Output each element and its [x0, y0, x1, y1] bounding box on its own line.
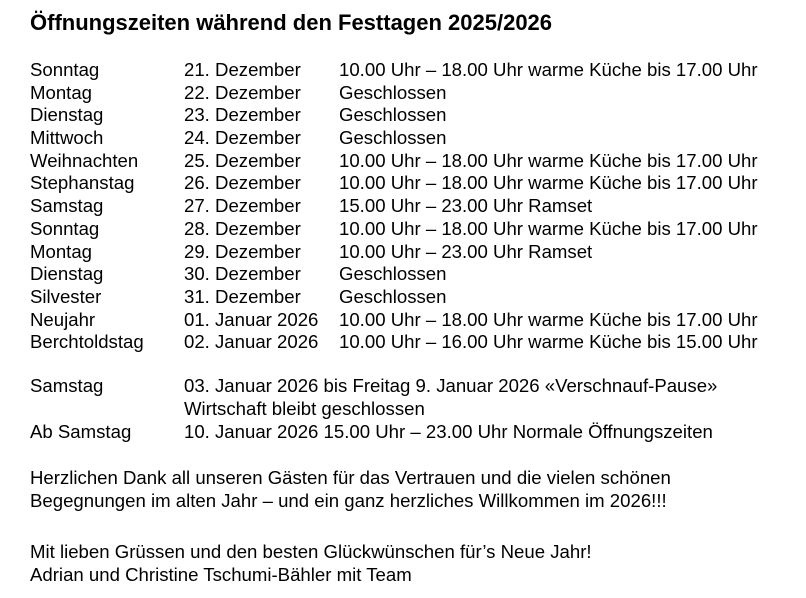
- schedule-day: Montag: [30, 81, 93, 103]
- schedule-row: [30, 82, 800, 105]
- schedule-day: Mittwoch: [30, 127, 104, 149]
- break-period: [30, 375, 800, 421]
- schedule-info: Geschlossen: [339, 127, 447, 149]
- schedule-info: 10.00 Uhr – 18.00 Uhr warme Küche bis 17.00 Uhr: [339, 308, 758, 330]
- schedule-info: 10.00 Uhr – 18.00 Uhr warme Küche bis 17.00 Uhr: [339, 59, 758, 80]
- schedule-info: Geschlossen: [339, 263, 447, 285]
- schedule-list: [30, 59, 800, 354]
- schedule-day: Stephanstag: [30, 172, 135, 194]
- schedule-date: 27. Dezember: [184, 195, 301, 217]
- schedule-date: 29. Dezember: [184, 240, 301, 262]
- schedule-info: 10.00 Uhr – 16.00 Uhr warme Küche bis 15.00 Uhr: [339, 331, 758, 353]
- break-text: 03. Januar 2026 bis Freitag 9. Januar 2026 «Verschnauf-Pause»: [184, 375, 718, 396]
- schedule-day: Montag: [30, 240, 93, 262]
- schedule-row: [30, 150, 800, 173]
- schedule-row: [30, 127, 800, 150]
- reopening-text: 10. Januar 2026 15.00 Uhr – 23.00 Uhr Normale Öffnungszeiten: [184, 421, 713, 442]
- break-note: Wirtschaft bleibt geschlossen: [184, 398, 425, 419]
- schedule-info: 10.00 Uhr – 18.00 Uhr warme Küche bis 17.00 Uhr: [339, 217, 758, 239]
- schedule-date: 28. Dezember: [184, 217, 301, 239]
- schedule-date: 22. Dezember: [184, 81, 301, 103]
- schedule-row: [30, 286, 800, 309]
- schedule-date: 26. Dezember: [184, 172, 301, 194]
- break-day: Samstag: [30, 375, 104, 396]
- schedule-row: [30, 172, 800, 195]
- schedule-day: Samstag: [30, 195, 104, 217]
- schedule-day: Sonntag: [30, 59, 100, 80]
- schedule-info: Geschlossen: [339, 285, 447, 307]
- schedule-row: [30, 241, 800, 264]
- schedule-info: Geschlossen: [339, 104, 447, 126]
- schedule-day: Dienstag: [30, 263, 104, 285]
- schedule-day: Sonntag: [30, 217, 100, 239]
- schedule-info: 10.00 Uhr – 23.00 Uhr Ramset: [339, 240, 593, 262]
- schedule-day: Neujahr: [30, 308, 96, 330]
- schedule-date: 01. Januar 2026: [184, 308, 319, 330]
- schedule-date: 30. Dezember: [184, 263, 301, 285]
- reopening-day: Ab Samstag: [30, 421, 132, 442]
- schedule-row: [30, 309, 800, 332]
- schedule-info: 10.00 Uhr – 18.00 Uhr warme Küche bis 17.00 Uhr: [339, 172, 758, 194]
- schedule-date: 25. Dezember: [184, 149, 301, 171]
- thanks-line-2: Begegnungen im alten Jahr – und ein ganz herzliches Willkommen im 2026!!!: [30, 490, 667, 511]
- schedule-date: 21. Dezember: [184, 59, 301, 80]
- greeting-signature: Adrian und Christine Tschumi-Bähler mit Team: [30, 564, 412, 585]
- schedule-date: 23. Dezember: [184, 104, 301, 126]
- schedule-info: 10.00 Uhr – 18.00 Uhr warme Küche bis 17.00 Uhr: [339, 149, 758, 171]
- schedule-date: 02. Januar 2026: [184, 331, 319, 353]
- schedule-row: [30, 263, 800, 286]
- schedule-info: 15.00 Uhr – 23.00 Uhr Ramset: [339, 195, 593, 217]
- page-title: Öffnungszeiten während den Festtagen 2025/2026: [30, 10, 553, 35]
- thanks-line-1: Herzlichen Dank all unseren Gästen für das Vertrauen und die vielen schönen: [30, 467, 671, 488]
- schedule-row: [30, 59, 800, 82]
- schedule-info: Geschlossen: [339, 81, 447, 103]
- schedule-day: Weihnachten: [30, 149, 139, 171]
- schedule-row: [30, 104, 800, 127]
- reopening: [30, 421, 800, 444]
- schedule-row: [30, 218, 800, 241]
- schedule-day: Dienstag: [30, 104, 104, 126]
- schedule-day: Silvester: [30, 285, 102, 307]
- schedule-row: [30, 195, 800, 218]
- schedule-date: 31. Dezember: [184, 285, 301, 307]
- greeting-line-1: Mit lieben Grüssen und den besten Glückwünschen für’s Neue Jahr!: [30, 541, 592, 562]
- schedule-date: 24. Dezember: [184, 127, 301, 149]
- schedule-row: [30, 331, 800, 354]
- schedule-day: Berchtoldstag: [30, 331, 144, 353]
